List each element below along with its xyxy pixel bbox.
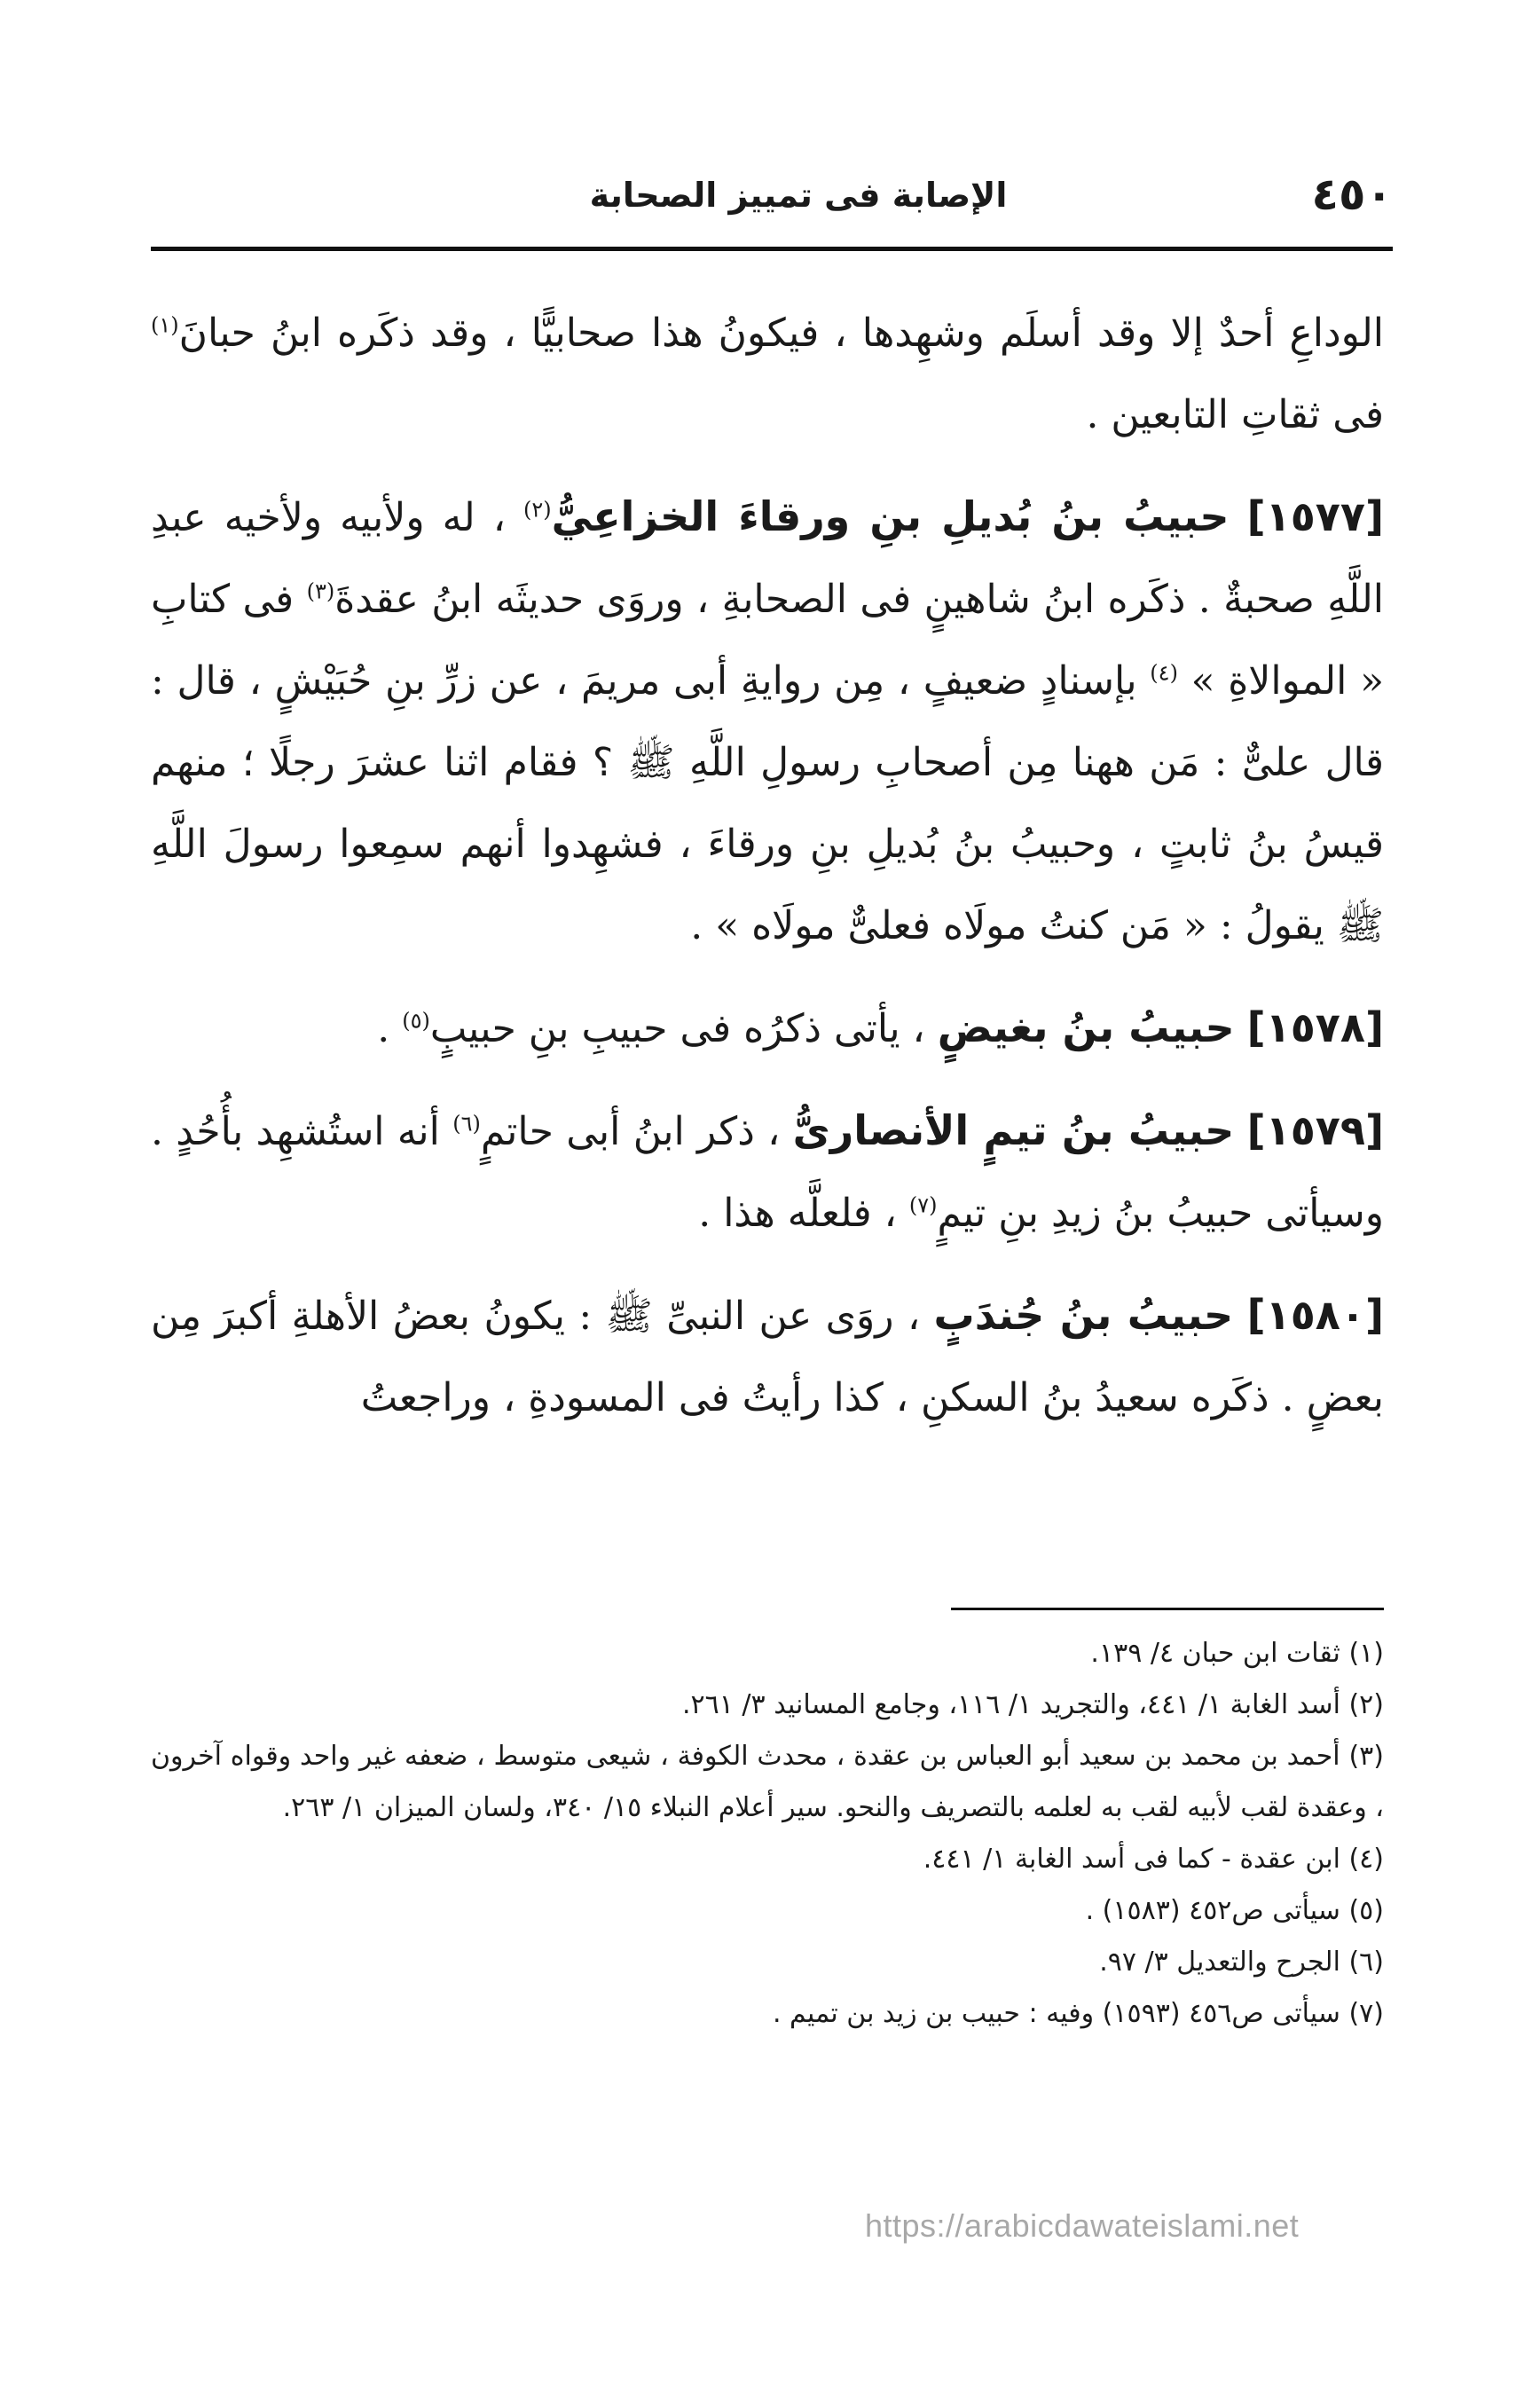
footnote-ref: (٧) bbox=[908, 1192, 938, 1218]
footnote-4: (٤) ابن عقدة - كما فى أسد الغابة ١/ ٤٤١. bbox=[923, 1844, 1384, 1875]
footnote-3: (٣) أحمد بن محمد بن سعيد أبو العباس بن عقدة ، محدث الكوفة ، شيعى متوسط ، ضعفه غير واحد وقواه آخرون ، وعقدة لقب لأبيه لقب به لعلمه بالتصريف والنحو. سير أعلام النبلاء ١٥/ ٣٤٠، ولسان الميزان ١/ ٢٦٣. bbox=[151, 1741, 1384, 1823]
footnote-ref: (٣) bbox=[306, 578, 335, 604]
footnote-ref: (٥) bbox=[402, 1008, 430, 1034]
entry-text: فى كتابِ « الموالاةِ » bbox=[151, 577, 1385, 704]
entry-name: حبيبُ بنُ تيمٍ الأنصارىُّ bbox=[792, 1106, 1235, 1154]
footnote-ref: (٦) bbox=[452, 1111, 481, 1137]
footnote-5: (٥) سيأتى ص٤٥٢ (١٥٨٣) . bbox=[1085, 1895, 1384, 1926]
entry-name: حبيبُ بنُ بغيضٍ bbox=[937, 1003, 1235, 1051]
intro-text-a: الوداعِ أحدٌ إلا وقد أسلَم وشهِدها ، فيكونُ هذا صحابيًّا ، وقد ذكَره ابنُ حبانَ bbox=[178, 311, 1384, 356]
footnote-ref: (١) bbox=[151, 312, 179, 338]
entry-text: أنه استُشهِد بأُحُدٍ . وسيأتى حبيبُ بنُ زيدِ بنِ تيمٍ bbox=[151, 1109, 1384, 1236]
entry-text: . bbox=[377, 1006, 403, 1051]
intro-paragraph bbox=[151, 293, 1384, 456]
footnote-6: (٦) الجرح والتعديل ٣/ ٩٧. bbox=[1099, 1947, 1384, 1978]
header-divider bbox=[151, 247, 1393, 251]
entry-number: [١٥٨٠] bbox=[1246, 1291, 1384, 1339]
entry-1579 bbox=[151, 1089, 1384, 1255]
footnotes bbox=[151, 1628, 1384, 2040]
entry-number: [١٥٧٨] bbox=[1246, 1003, 1384, 1051]
entry-number: [١٥٧٧] bbox=[1246, 492, 1384, 540]
entry-text: ، له ولأبيه ولأخيه عبدِ اللَّهِ صحبةٌ . ذكَره ابنُ شاهينٍ فى الصحابةِ ، وروَى حديثَه ابنُ عقدةَ bbox=[151, 495, 1384, 622]
footnote-1: (١) ثقات ابن حبان ٤/ ١٣٩. bbox=[1090, 1638, 1384, 1669]
entry-text: ، ذكر ابنُ أبى حاتمٍ bbox=[480, 1109, 793, 1154]
entry-text: ، يأتى ذكرُه فى حبيبِ بنِ حبيبٍ bbox=[429, 1006, 938, 1051]
entry-name: حبيبُ بنُ جُندَبٍ bbox=[933, 1291, 1234, 1339]
footnote-7: (٧) سيأتى ص٤٥٦ (١٥٩٣) وفيه : حبيب بن زيد بن تميم . bbox=[772, 1998, 1384, 2029]
footnote-2: (٢) أسد الغابة ١/ ٤٤١، والتجريد ١/ ١١٦، وجامع المسانيد ٣/ ٢٦١. bbox=[682, 1689, 1384, 1720]
footnote-ref: (٤) bbox=[1150, 660, 1178, 686]
entry-1578 bbox=[151, 987, 1384, 1070]
page-number: ٤٥٠ bbox=[1311, 169, 1393, 220]
entry-1580 bbox=[151, 1274, 1384, 1439]
entry-name: حبيبُ بنُ بُديلِ بنِ ورقاءَ الخزاعِيُّ bbox=[551, 492, 1230, 540]
footnote-divider bbox=[951, 1608, 1384, 1610]
entry-text: ، روَى عن النبىِّ ﷺ : يكونُ بعضُ الأهلةِ أكبرَ مِن بعضٍ . ذكَره سعيدُ بنُ السكنِ ، كذا رأيتُ فى المسودةِ ، وراجعتُ bbox=[151, 1294, 1384, 1420]
intro-text-b: فى ثقاتِ التابعين . bbox=[1086, 392, 1384, 437]
main-text bbox=[151, 293, 1384, 1459]
footnote-ref: (٢) bbox=[523, 497, 552, 523]
running-title: الإصابة فى تمييز الصحابة bbox=[589, 176, 1008, 215]
entry-1577 bbox=[151, 476, 1384, 967]
entry-number: [١٥٧٩] bbox=[1246, 1106, 1384, 1154]
page-header bbox=[151, 169, 1393, 240]
entry-text: بإسنادٍ ضعيفٍ ، مِن روايةِ أبى مريمَ ، عن زرِّ بنِ حُبَيْشٍ ، قال : قال علىٌّ : مَن ههنا مِن أصحابِ رسولِ اللَّهِ ﷺ ؟ فقام اثنا عشرَ رجلًا ؛ منهم قيسُ بنُ ثابتٍ ، وحبيبُ بنُ بُديلِ بنِ ورقاءَ ، فشهِدوا أنهم سمِعوا رسولَ اللَّهِ ﷺ يقولُ : « مَن كنتُ مولَاه فعلىٌّ مولَاه » . bbox=[151, 658, 1384, 948]
entry-text: ، فلعلَّه هذا . bbox=[698, 1191, 909, 1236]
watermark-url: https://arabicdawateislami.net bbox=[865, 2207, 1300, 2244]
